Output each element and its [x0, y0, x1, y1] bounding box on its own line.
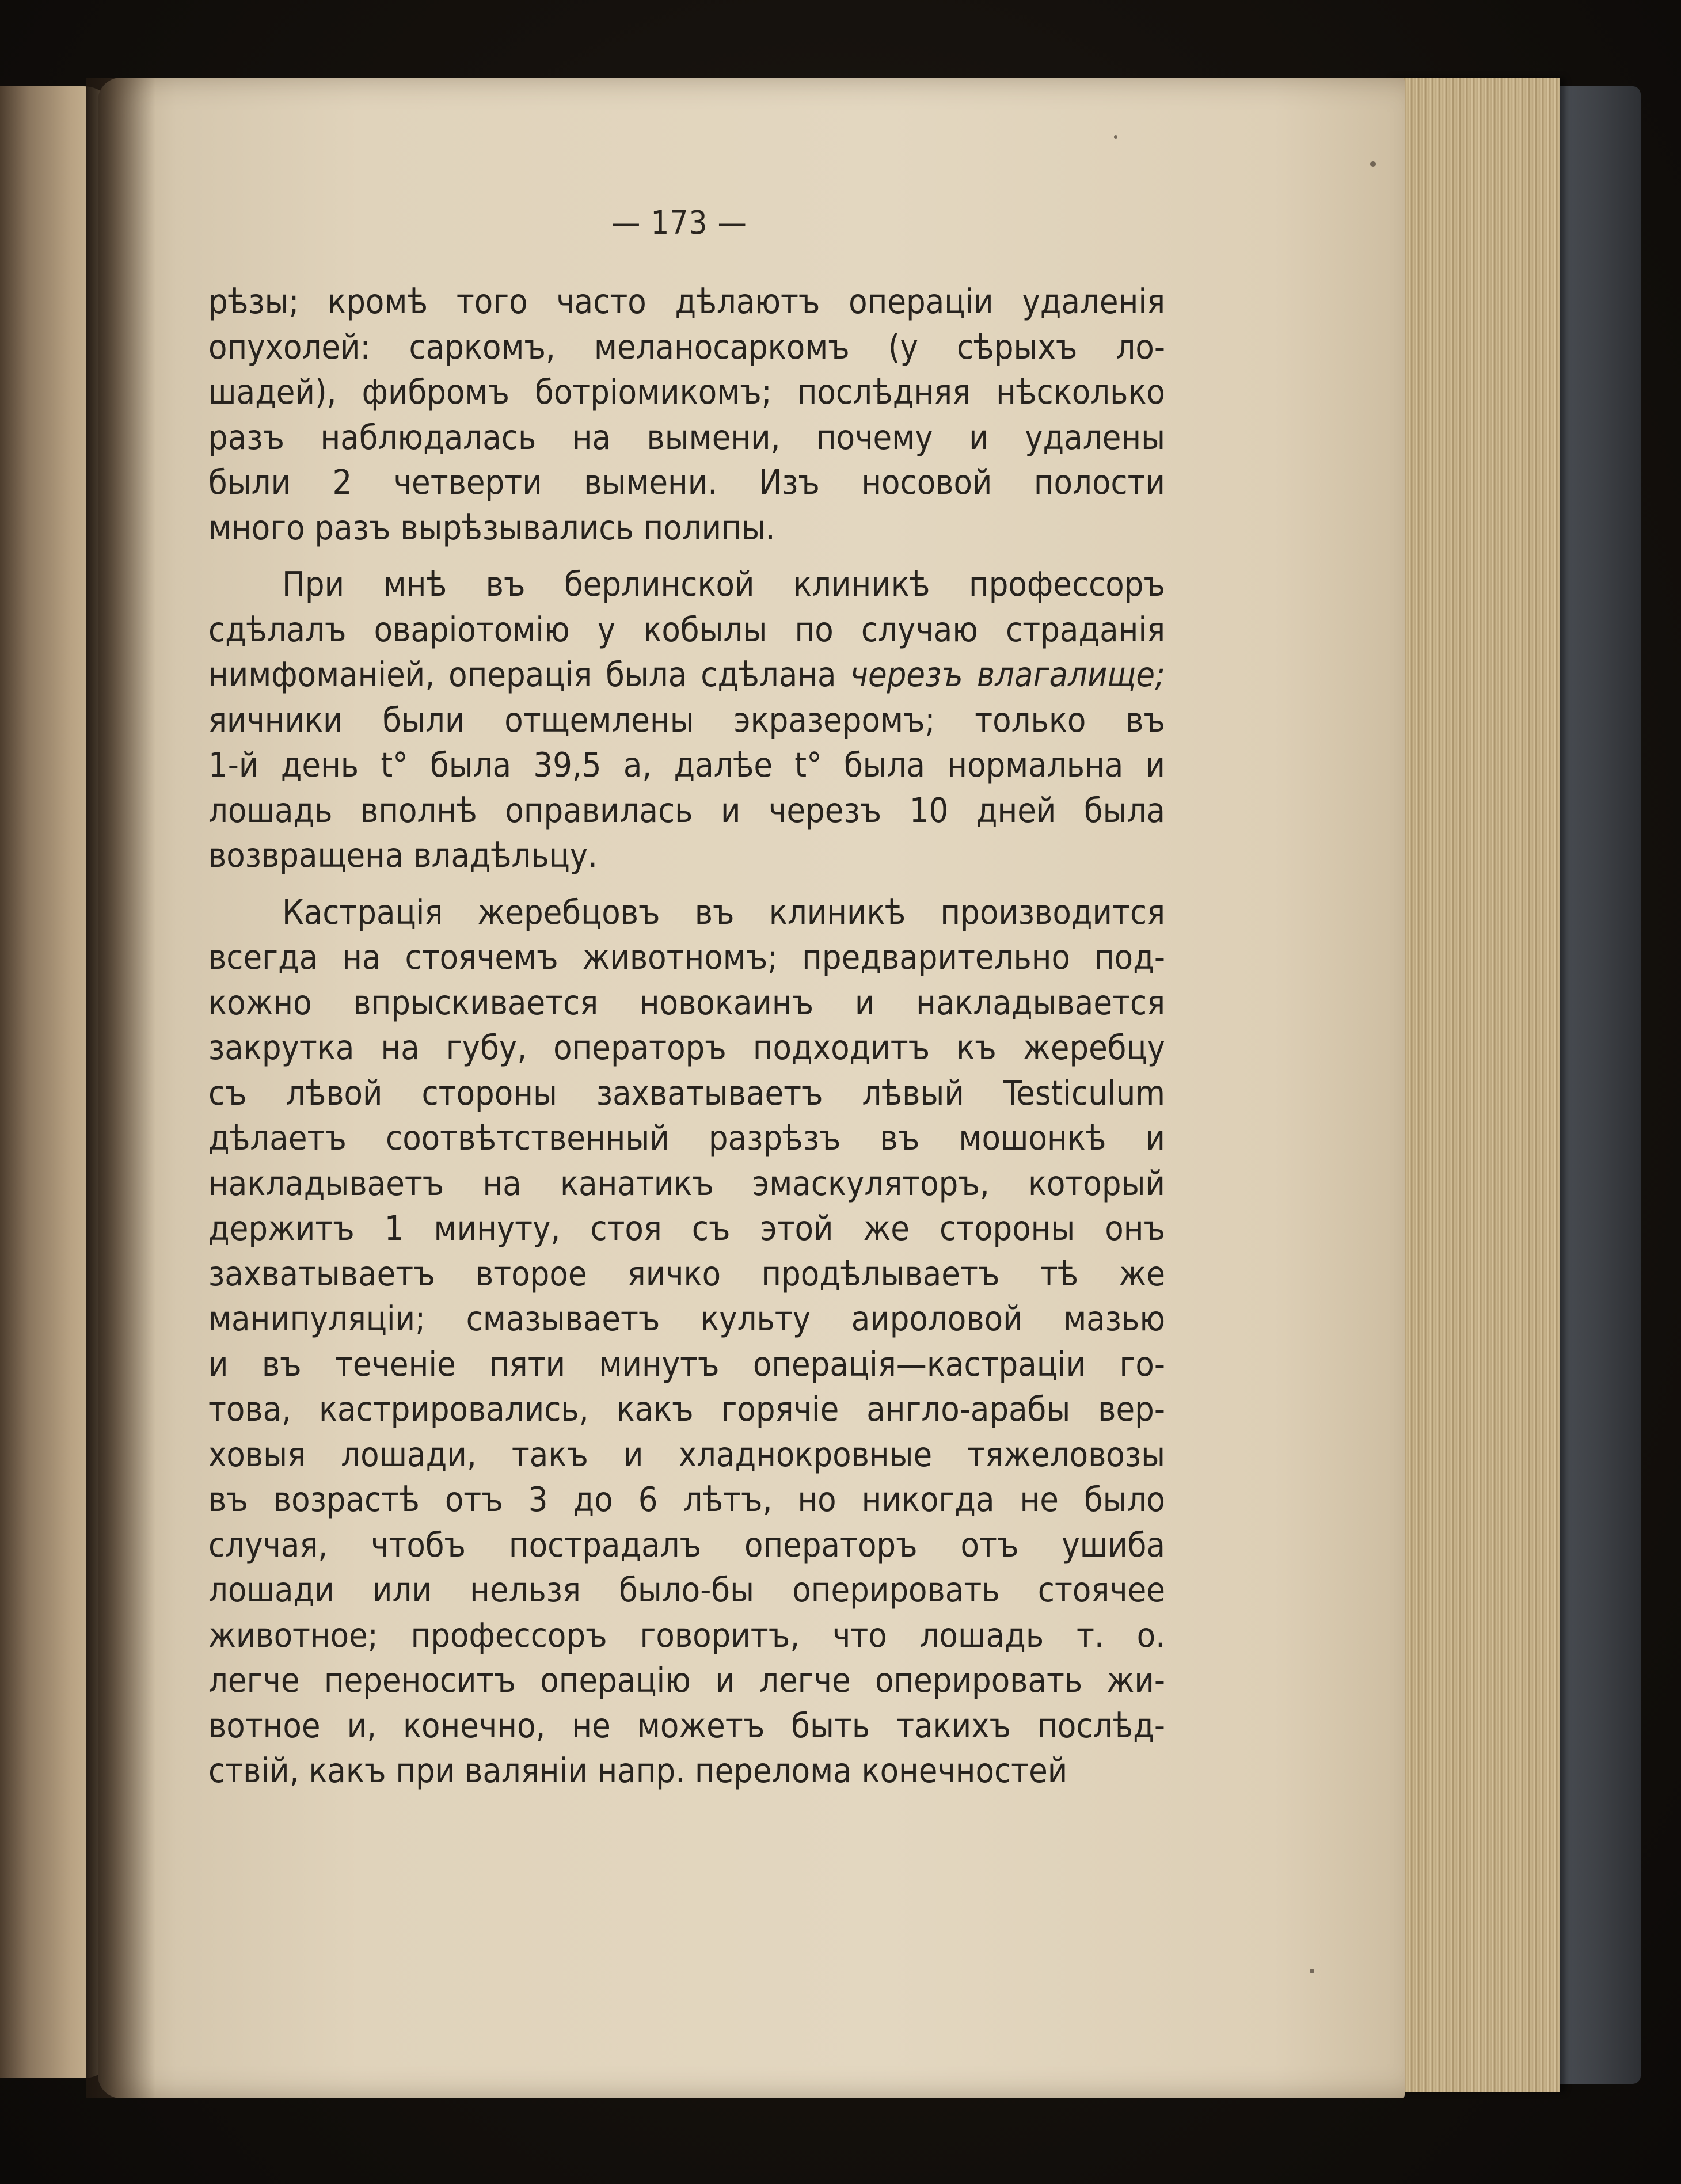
text-line: возвращена владѣльцу.	[208, 835, 598, 875]
text-line: лошади или нельзя было-бы оперировать стоячее	[208, 1570, 1165, 1610]
text-line: 1-й день t° была 39,5 а, далѣе t° была нормальна и	[208, 745, 1165, 785]
text-line: съ лѣвой стороны захватываетъ лѣвый Testiculum	[208, 1072, 1165, 1113]
paragraph	[208, 279, 1165, 550]
book-gutter-shadow	[86, 78, 155, 2098]
text-line: яичники были отщемлены экразеромъ; только въ	[208, 699, 1165, 740]
text-line: разъ наблюдалась на вымени, почему и удалены	[208, 417, 1165, 457]
text-line	[208, 652, 1165, 698]
text-run: нимфоманіей, операція была сдѣлана	[208, 655, 850, 694]
text-line: това, кастрировались, какъ горячіе англо-арабы вер-	[208, 1389, 1165, 1429]
text-line: ствій, какъ при валяніи напр. перелома конечностей	[208, 1751, 1068, 1790]
body-text	[208, 279, 1165, 1794]
text-line: дѣлаетъ соотвѣтственный разрѣзъ въ мошонкѣ и	[208, 1118, 1165, 1158]
paragraph	[208, 562, 1165, 878]
text-line: ховыя лошади, такъ и хладнокровные тяжеловозы	[208, 1434, 1165, 1474]
text-line: всегда на стоячемъ животномъ; предварительно под-	[208, 937, 1165, 977]
text-line: кожно впрыскивается новокаинъ и накладывается	[208, 982, 1165, 1022]
paper-speck	[1370, 161, 1376, 167]
text-line: были 2 четверти вымени. Изъ носовой полости	[208, 462, 1165, 502]
italic-emphasis: черезъ влагалище;	[850, 655, 1165, 694]
paragraph-gap	[208, 550, 1165, 562]
text-line: и въ теченіе пяти минутъ операція—кастраціи го-	[208, 1344, 1165, 1384]
page-stack-edge	[1387, 78, 1560, 2092]
text-line: случая, чтобъ пострадалъ операторъ отъ ушиба	[208, 1524, 1165, 1565]
text-line: въ возрастѣ отъ 3 до 6 лѣтъ, но никогда не было	[208, 1479, 1165, 1519]
text-line: шадей), фибромъ ботріомикомъ; послѣдняя нѣсколько	[208, 372, 1165, 412]
text-line: рѣзы; кромѣ того часто дѣлаютъ операціи удаленія	[208, 281, 1165, 321]
text-line: опухолей: саркомъ, меланосаркомъ (у сѣрыхъ ло-	[208, 326, 1165, 367]
page-number: — 173 —	[611, 204, 747, 242]
text-line: накладываетъ на канатикъ эмаскуляторъ, который	[208, 1163, 1165, 1203]
text-line: Кастрація жеребцовъ въ клиникѣ производится	[282, 892, 1165, 932]
text-line: лошадь вполнѣ оправилась и черезъ 10 дней была	[208, 790, 1165, 830]
text-line: сдѣлалъ оваріотомію у кобылы по случаю страданія	[208, 609, 1165, 649]
text-line: много разъ вырѣзывались полипы.	[208, 507, 775, 547]
text-line: захватываетъ второе яичко продѣлываетъ тѣ же	[208, 1253, 1165, 1293]
text-line: При мнѣ въ берлинской клиникѣ профессоръ	[282, 564, 1165, 604]
text-line: животное; профессоръ говоритъ, что лошадь т. о.	[208, 1615, 1165, 1655]
paper-speck	[1114, 135, 1117, 139]
paragraph	[208, 890, 1165, 1794]
paper-speck	[1310, 1969, 1314, 1973]
text-line: закрутка на губу, операторъ подходитъ къ жеребцу	[208, 1028, 1165, 1067]
text-line: легче переноситъ операцію и легче оперировать жи-	[208, 1660, 1165, 1700]
paragraph-gap	[208, 878, 1165, 890]
text-line: манипуляціи; смазываетъ культу аироловой мазью	[208, 1299, 1165, 1338]
text-line: держитъ 1 минуту, стоя съ этой же стороны онъ	[208, 1208, 1165, 1248]
text-line: вотное и, конечно, не можетъ быть такихъ послѣд-	[208, 1705, 1165, 1745]
